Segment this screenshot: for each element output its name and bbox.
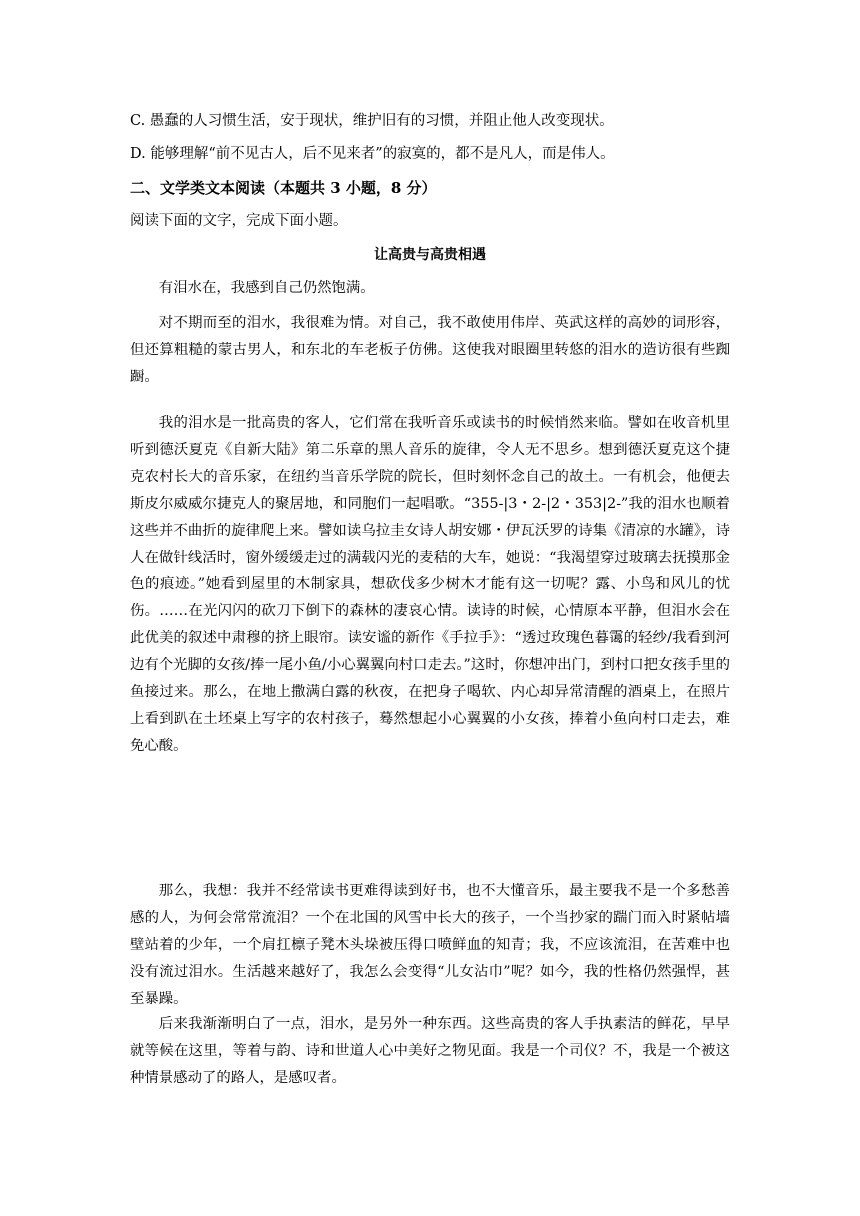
article-paragraph-3: 我的泪水是一批高贵的客人，它们常在我听音乐或读书的时候悄然来临。譬如在收音机里听到德沃夏克《自新大陆》第二乐章的黑人音乐的旋律，令人无不思乡。想到德沃夏克这个捷克农村长大的音乐家，在纽约当音乐学院的院长，但时刻怀念自己的故土。一有机会，他便去斯皮尔威威尔捷克人的聚居地，和同胞们一起唱歌。“355-|3・2-|2・353|2-”我的泪水也顺着这些并不曲折的旋律爬上来。譬如读乌拉圭女诗人胡安娜・伊瓦沃罗的诗集《清凉的水罐》，诗人在做针线活时，窗外缓缓走过的满载闪光的麦秸的大车，她说：“我渴望穿过玻璃去抚摸那金色的痕迹。”她看到屋里的木制家具，想砍伐多少树木才能有这一切呢？露、小鸟和风儿的忧伤。……在光闪闪的砍刀下倒下的森林的凄哀心情。读诗的时候，心情原本平静，但泪水会在此优美的叙述中肃穆的挤上眼帘。读安谧的新作《手拉手》：“透过玫瑰色暮霭的轻纱/我看到河边有个光脚的女孩/捧一尾小鱼/小心翼翼向村口走去。”这时，你想冲出门，到村口把女孩手里的鱼接过来。那么，在地上撒满白露的秋夜，在把身子喝软、内心却异常清醒的酒桌上，在照片上看到趴在土坯桌上写字的农村孩子，蓦然想起小心翼翼的小女孩，捧着小鱼向村口走去，难免心酸。	[130, 415, 730, 754]
section-instruction: 阅读下面的文字，完成下面小题。	[130, 213, 348, 229]
article-paragraph-4: 那么，我想：我并不经常读书更难得读到好书，也不大懂音乐，最主要我不是一个多愁善感的人，为何会常常流泪？一个在北国的风雪中长大的孩子，一个当抄家的踹门而入时紧帖墙壁站着的少年，一个肩扛檩子凳木头垛被压得口喷鲜血的知青；我，不应该流泪，在苦难中也没有流过泪水。生活越来越好了，我怎么会变得“儿女沾巾”呢？如今，我的性格仍然强悍，甚至暴躁。	[130, 883, 730, 1007]
article-title: 让高贵与高贵相遇	[374, 247, 486, 263]
article-paragraph-1: 有泪水在，我感到自己仍然饱满。	[158, 280, 375, 296]
option-d: D. 能够理解“前不见古人，后不见来者”的寂寞的，都不是凡人，而是伟人。	[130, 146, 615, 162]
article-paragraph-5: 后来我渐渐明白了一点，泪水，是另外一种东西。这些高贵的客人手执素洁的鲜花，早早就等候在这里，等着与韵、诗和世道人心中美好之物见面。我是一个司仪？不，我是一个被这种情景感动了的路人，是感叹者。	[130, 1016, 730, 1086]
section-heading: 二、文学类文本阅读（本题共 3 小题，8 分）	[130, 179, 437, 197]
article-paragraph-2: 对不期而至的泪水，我很难为情。对自己，我不敢使用伟岸、英武这样的高妙的词形容，但还算粗糙的蒙古男人，和东北的车老板子仿佛。这使我对眼圈里转悠的泪水的造访很有些踟蹰。	[130, 315, 730, 385]
option-c: C. 愚蠢的人习惯生活，安于现状，维护旧有的习惯，并阻止他人改变现状。	[130, 113, 614, 129]
